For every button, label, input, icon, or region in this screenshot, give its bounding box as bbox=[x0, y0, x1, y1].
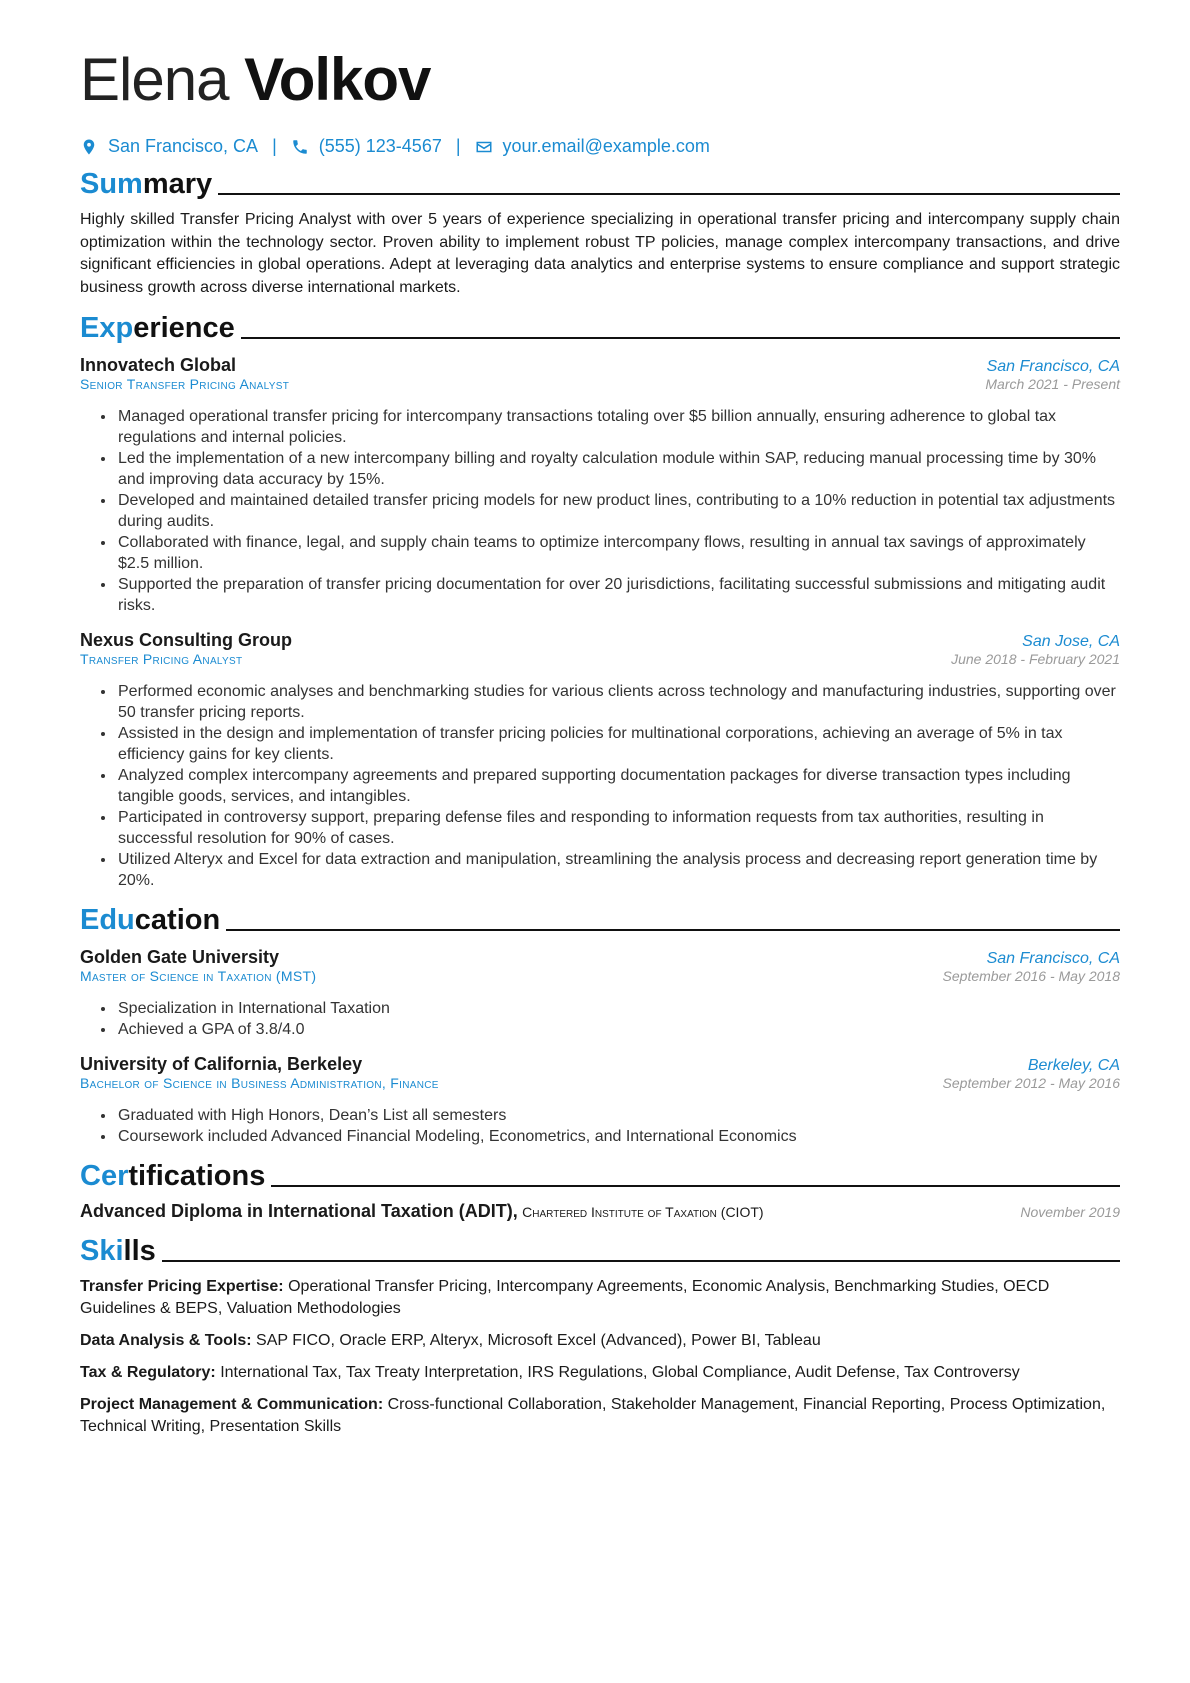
education-entry bbox=[80, 947, 1120, 1040]
summary-heading bbox=[80, 167, 1120, 201]
employer-name: Innovatech Global bbox=[80, 355, 237, 375]
section-title-rest: cation bbox=[134, 904, 221, 936]
job-title: Senior Transfer Pricing Analyst bbox=[80, 376, 290, 392]
skill-label: Project Management & Communication: bbox=[80, 1396, 384, 1413]
skill-label: Transfer Pricing Expertise: bbox=[80, 1278, 284, 1295]
section-title bbox=[80, 903, 220, 937]
entry-date: March 2021 - Present bbox=[985, 376, 1120, 392]
candidate-name bbox=[80, 40, 1120, 120]
list-item: • Performed economic analyses and benchmarking studies for various clients across technology and manufacturing industries, supporting over 50 transfer pricing reports. bbox=[116, 681, 1120, 723]
experience-entry bbox=[80, 355, 1120, 616]
section-title-accent: Exp bbox=[80, 312, 134, 344]
skill-group bbox=[80, 1330, 1120, 1352]
entry-date: September 2016 - May 2018 bbox=[942, 968, 1120, 984]
list-item: • Participated in controversy support, preparing defense files and responding to information requests from tax authorities, resulting in successful resolution for 90% of cases. bbox=[116, 807, 1120, 849]
bullet-list bbox=[80, 406, 1120, 616]
resume-page bbox=[80, 40, 1120, 1438]
list-item: • Coursework included Advanced Financial Modeling, Econometrics, and International Economics bbox=[116, 1126, 1120, 1147]
entry-location: Berkeley, CA bbox=[1027, 1057, 1120, 1074]
degree-title: Bachelor of Science in Business Administration, Finance bbox=[80, 1075, 439, 1091]
skill-text: Operational Transfer Pricing, Intercompany Agreements, Economic Analysis, Benchmarking Studies, OECD Guidelines & BEPS, Valuation Methodologies bbox=[80, 1278, 1050, 1317]
school-name: Golden Gate University bbox=[80, 947, 280, 967]
entry-date: June 2018 - February 2021 bbox=[951, 651, 1120, 667]
certification-separator: , bbox=[512, 1201, 518, 1221]
list-item: • Managed operational transfer pricing for intercompany transactions totaling over $5 billion annually, ensuring adherence to global tax regulations and internal policies. bbox=[116, 406, 1120, 448]
section-title bbox=[80, 311, 235, 345]
experience-heading bbox=[80, 311, 1120, 345]
email-link: your.email@example.com bbox=[502, 136, 710, 156]
entry-date: September 2012 - May 2016 bbox=[942, 1075, 1120, 1091]
certification-issuer: Chartered Institute of Taxation (CIOT) bbox=[522, 1204, 764, 1220]
certification-name: Advanced Diploma in International Taxation (ADIT) bbox=[80, 1201, 513, 1221]
list-item: • Assisted in the design and implementation of transfer pricing policies for multinational corporations, achieving an average of 5% in tax efficiency gains for key clients. bbox=[116, 723, 1120, 765]
employer-name: Nexus Consulting Group bbox=[80, 630, 293, 650]
experience-entry bbox=[80, 630, 1120, 891]
entry-location: San Francisco, CA bbox=[986, 358, 1120, 375]
section-title-rest: lls bbox=[123, 1235, 156, 1267]
contact-bar bbox=[80, 136, 1120, 157]
contact-separator: | bbox=[455, 136, 461, 156]
bullet-list bbox=[80, 681, 1120, 891]
job-title: Transfer Pricing Analyst bbox=[80, 651, 243, 667]
list-item: • Specialization in International Taxation bbox=[116, 998, 1120, 1019]
entry-location: San Jose, CA bbox=[1022, 633, 1120, 650]
skill-group bbox=[80, 1276, 1120, 1320]
phone-icon bbox=[291, 138, 309, 156]
contact-separator: | bbox=[272, 136, 277, 156]
list-item: • Supported the preparation of transfer pricing documentation for over 20 jurisdictions, facilitating successful submissions and mitigating audit risks. bbox=[116, 574, 1120, 616]
section-title-rest: mary bbox=[142, 168, 213, 200]
list-item: • Graduated with High Honors, Dean’s List all semesters bbox=[116, 1105, 1120, 1126]
phone-text: (555) 123-4567 bbox=[318, 136, 442, 156]
skill-group bbox=[80, 1362, 1120, 1384]
skill-label: Tax & Regulatory: bbox=[80, 1364, 216, 1381]
section-rule bbox=[226, 929, 1120, 931]
section-rule bbox=[271, 1185, 1120, 1187]
skills-heading bbox=[80, 1234, 1120, 1268]
map-pin-icon bbox=[80, 138, 98, 156]
skill-text: SAP FICO, Oracle ERP, Alteryx, Microsoft Excel (Advanced), Power BI, Tableau bbox=[256, 1332, 821, 1349]
list-item: • Utilized Alteryx and Excel for data extraction and manipulation, streamlining the analysis process and decreasing report generation time by 20%. bbox=[116, 849, 1120, 891]
list-item: • Developed and maintained detailed transfer pricing models for new product lines, contributing to a 10% reduction in potential tax adjustments during audits. bbox=[116, 490, 1120, 532]
bullet-list bbox=[80, 998, 1120, 1040]
certification-text bbox=[80, 1201, 764, 1222]
contact-email[interactable] bbox=[475, 136, 710, 157]
skill-group bbox=[80, 1394, 1120, 1438]
list-item: • Achieved a GPA of 3.8/4.0 bbox=[116, 1019, 1120, 1040]
last-name: Volkov bbox=[244, 46, 431, 113]
section-rule bbox=[218, 193, 1120, 195]
education-heading bbox=[80, 903, 1120, 937]
contact-location bbox=[80, 136, 258, 157]
section-title-rest: tifications bbox=[128, 1160, 266, 1192]
summary-text: Highly skilled Transfer Pricing Analyst with over 5 years of experience specializing in operational transfer pricing and intercompany supply chain optimization within the technology sector. Proven ability to implement robust TP policies, manage complex intercompany transactions, and drive significant efficiencies in global operations. Adept at leveraging data analytics and enterprise systems to ensure compliance and support strategic business growth across diverse international markets. bbox=[80, 211, 1120, 296]
section-title-rest: erience bbox=[133, 312, 235, 344]
certifications-heading bbox=[80, 1159, 1120, 1193]
envelope-icon bbox=[475, 138, 493, 156]
contact-phone[interactable] bbox=[291, 136, 442, 157]
certification-date: November 2019 bbox=[1020, 1204, 1120, 1220]
entry-location: San Francisco, CA bbox=[986, 950, 1120, 967]
education-entry bbox=[80, 1054, 1120, 1147]
section-title-accent: Sum bbox=[80, 168, 143, 200]
degree-title: Master of Science in Taxation (MST) bbox=[80, 968, 317, 984]
certification-item bbox=[80, 1201, 1120, 1222]
first-name: Elena bbox=[80, 46, 229, 113]
skill-text: Cross-functional Collaboration, Stakeholder Management, Financial Reporting, Process Optimization, Technical Writing, Presentation Skills bbox=[80, 1396, 1106, 1435]
skill-text: International Tax, Tax Treaty Interpretation, IRS Regulations, Global Compliance, Audit Defense, Tax Controversy bbox=[220, 1364, 1020, 1381]
section-title bbox=[80, 1234, 156, 1268]
list-item: • Led the implementation of a new intercompany billing and royalty calculation module within SAP, reducing manual processing time by 30% and improving data accuracy by 15%. bbox=[116, 448, 1120, 490]
location-text: San Francisco, CA bbox=[108, 136, 259, 156]
section-rule bbox=[162, 1260, 1120, 1262]
section-rule bbox=[241, 337, 1120, 339]
section-title-accent: Edu bbox=[80, 904, 135, 936]
section-title bbox=[80, 1159, 265, 1193]
section-title bbox=[80, 167, 212, 201]
list-item: • Analyzed complex intercompany agreements and prepared supporting documentation packages for diverse transaction types including tangible goods, services, and intangibles. bbox=[116, 765, 1120, 807]
section-title-accent: Ski bbox=[80, 1235, 124, 1267]
school-name: University of California, Berkeley bbox=[80, 1054, 363, 1074]
bullet-list bbox=[80, 1105, 1120, 1147]
section-title-accent: Cer bbox=[80, 1160, 129, 1192]
skill-label: Data Analysis & Tools: bbox=[80, 1332, 252, 1349]
list-item: • Collaborated with finance, legal, and supply chain teams to optimize intercompany flows, resulting in annual tax savings of approximately $2.5 million. bbox=[116, 532, 1120, 574]
